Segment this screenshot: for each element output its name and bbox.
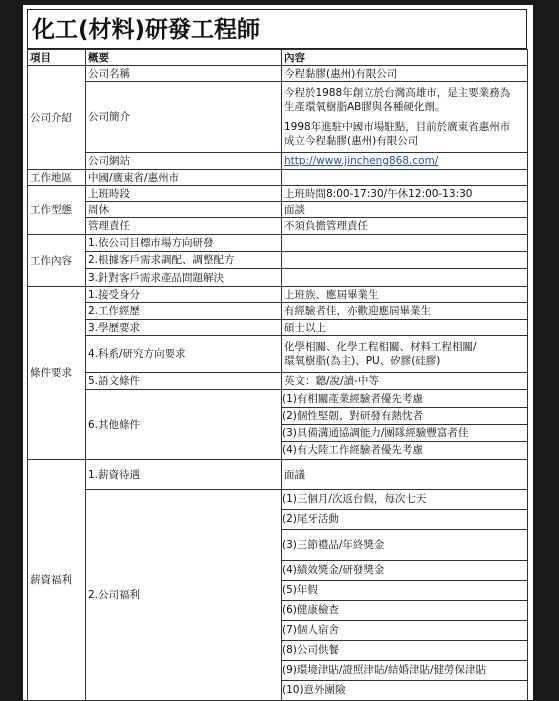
req-line: 環氧樹脂(為主)、PU、矽膠(硅膠): [284, 355, 441, 367]
list-item: (10)意外團險: [282, 684, 346, 696]
list-item: (5)年假: [282, 581, 528, 601]
table-row: [28, 153, 528, 170]
list-item: (3)具備溝通協調能力/團隊經驗豐富者佳: [282, 425, 528, 442]
table-row: [28, 202, 528, 218]
section-benefits: 薪資福利: [28, 460, 86, 701]
table-row: [28, 336, 528, 373]
list-item: (2)個性堅韌、對研發有熱忱者: [282, 408, 528, 425]
intro-line: 成立今程黏膠(惠州)有限公司: [284, 135, 419, 147]
hours-label: 上班時段: [86, 186, 282, 202]
req-label: 2.工作經歷: [86, 303, 282, 320]
table-row: [28, 303, 528, 320]
req-value: 上班族、應屆畢業生: [282, 287, 528, 303]
job-sheet: [23, 5, 533, 700]
company-website-link[interactable]: [282, 153, 528, 170]
mgmt-label: 管理責任: [86, 218, 282, 235]
section-work-type: 工作型態: [28, 186, 86, 235]
list-item: (4)績效獎金/研發獎金: [282, 561, 528, 581]
req-label: 5.語文條件: [86, 373, 282, 390]
company-website-label: 公司網站: [86, 153, 282, 170]
req-label: 3.學歷要求: [86, 320, 282, 336]
table-row: [28, 82, 528, 153]
list-item: (1)三個月/次返台假，每次七天: [282, 490, 528, 510]
company-name-value: 今程黏膠(惠州)有限公司: [282, 66, 528, 82]
req-label: 4.科系/研究方向要求: [86, 336, 282, 373]
table-row: [28, 252, 528, 269]
header-item: 項目: [28, 50, 86, 66]
req-other-list: [282, 390, 528, 460]
location-value: 中國/廣東省/惠州市: [86, 170, 282, 186]
weekend-label: 周休: [86, 202, 282, 218]
salary-value: 面議: [282, 460, 528, 490]
salary-label: 1.薪資待遇: [86, 460, 282, 490]
section-company: 公司介紹: [28, 66, 86, 170]
company-intro-label: 公司簡介: [86, 82, 282, 153]
table-row: [28, 235, 528, 252]
intro-line: 生產環氧樹脂AB膠與各種硬化劑。: [284, 101, 446, 113]
duty-item: 2.根據客戶需求調配、調整配方: [86, 252, 282, 269]
website-link-text[interactable]: http://www.jincheng868.com/: [284, 155, 439, 167]
hours-value: 上班時間8:00-17:30/午休12:00-13:30: [282, 186, 528, 202]
req-value: 有經驗者佳，亦歡迎應屆畢業生: [282, 303, 528, 320]
header-content: 內容: [282, 50, 528, 66]
duty-item: 3.針對客戶需求產品問題解決: [86, 269, 282, 287]
table-row: [28, 66, 528, 82]
req-line: 化學相關、化學工程相關、材料工程相關/: [284, 341, 477, 353]
company-name-label: 公司名稱: [86, 66, 282, 82]
list-item: (2)尾牙活動: [282, 510, 528, 530]
list-item: (3)三節禮品/年終獎金: [282, 530, 528, 561]
welfare-list: [282, 490, 528, 701]
table-row: [28, 170, 528, 186]
list-item: (6)健康檢查: [282, 601, 528, 621]
job-table: [27, 49, 528, 701]
company-intro-value: [282, 82, 528, 153]
req-label: 6.其他條件: [86, 390, 282, 460]
table-row: [28, 287, 528, 303]
list-item: (8)公司供餐: [282, 641, 528, 661]
section-duties: 工作內容: [28, 235, 86, 287]
table-row: [28, 373, 528, 390]
table-row: [28, 269, 528, 287]
weekend-value: 面談: [282, 202, 528, 218]
req-value: 碩士以上: [282, 320, 528, 336]
table-row: [28, 218, 528, 235]
req-label: 1.接受身分: [86, 287, 282, 303]
table-header-row: [28, 50, 528, 66]
table-row: [28, 186, 528, 202]
intro-line: 今程於1988年創立於台灣高雄市，是主要業務為: [284, 87, 511, 99]
intro-line: 1998年進駐中國市場駐點，目前於廣東省惠州市: [284, 121, 511, 133]
section-requirements: 條件要求: [28, 287, 86, 460]
header-summary: 概要: [86, 50, 282, 66]
table-row: [28, 320, 528, 336]
list-item: (9)環境津貼/證照津貼/結婚津貼/健勞保津貼: [282, 661, 528, 681]
welfare-label: 2.公司福利: [86, 490, 282, 701]
req-value: [282, 336, 528, 373]
page-title: 化工(材料)研發工程師: [27, 9, 527, 49]
list-item: (4)有大陸工作經驗者優先考慮: [282, 444, 423, 456]
table-row: [28, 460, 528, 490]
mgmt-value: 不須負擔管理責任: [282, 218, 528, 235]
table-row: [28, 390, 528, 460]
list-item: (7)個人宿舍: [282, 621, 528, 641]
table-row: [28, 490, 528, 701]
list-item: (1)有相關產業經驗者優先考慮: [282, 391, 528, 408]
req-value: 英文：聽/說/讀-中等: [282, 373, 528, 390]
duty-item: 1.依公司目標市場方向研發: [86, 235, 282, 252]
section-location: 工作地區: [28, 170, 86, 186]
